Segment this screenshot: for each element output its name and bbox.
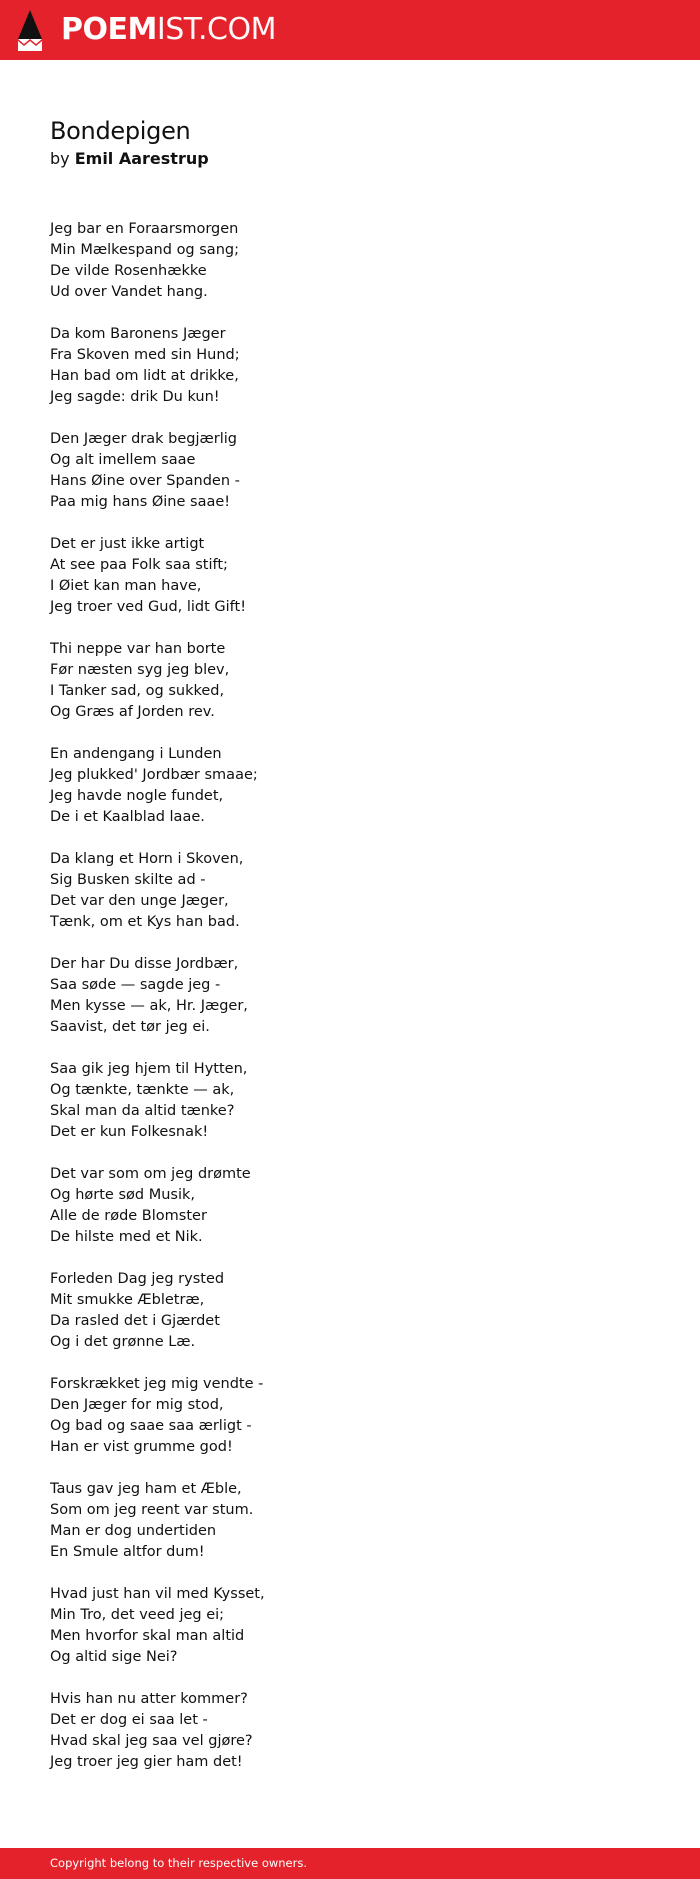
poem-line: Alle de røde Blomster: [50, 1208, 207, 1224]
poem-stanza: [50, 1689, 265, 1773]
poem-line: Tænk, om et Kys han bad.: [50, 914, 240, 930]
poem-line: Forskrækket jeg mig vendte -: [50, 1376, 264, 1392]
poem-line: Det er kun Folkesnak!: [50, 1124, 209, 1140]
poem-stanza: [50, 954, 265, 1038]
poem-line: Skal man da altid tænke?: [50, 1103, 235, 1119]
poem-line: Og altid sige Nei?: [50, 1649, 178, 1665]
poem-line: Hans Øine over Spanden -: [50, 473, 240, 489]
poem-stanza: [50, 324, 265, 408]
poem-line: Hvad skal jeg saa vel gjøre?: [50, 1733, 253, 1749]
poem-stanza: [50, 639, 265, 723]
poem-line: Men kysse — ak, Hr. Jæger,: [50, 998, 248, 1014]
poem-author[interactable]: Emil Aarestrup: [74, 149, 209, 168]
poem-line: Min Mælkespand og sang;: [50, 242, 239, 258]
poem-line: Fra Skoven med sin Hund;: [50, 347, 240, 363]
poem-line: Mit smukke Æbletræ,: [50, 1292, 205, 1308]
poem-line: Paa mig hans Øine saae!: [50, 494, 231, 510]
poem-stanza: [50, 744, 265, 828]
poem-line: Der har Du disse Jordbær,: [50, 956, 239, 972]
poem-stanza: [50, 1164, 265, 1248]
poem-line: I Øiet kan man have,: [50, 578, 202, 594]
poem-line: Men hvorfor skal man altid: [50, 1628, 245, 1644]
poem-stanza: [50, 849, 265, 933]
poem-line: Forleden Dag jeg rysted: [50, 1271, 225, 1287]
poem-line: Min Tro, det veed jeg ei;: [50, 1607, 225, 1623]
poem-line: De vilde Rosenhække: [50, 263, 207, 279]
poem-line: Ud over Vandet hang.: [50, 284, 208, 300]
logo-light-text: IST.COM: [156, 12, 276, 47]
poem-line: Før næsten syg jeg blev,: [50, 662, 230, 678]
poem-line: Han bad om lidt at drikke,: [50, 368, 239, 384]
poem-line: Hvad just han vil med Kysset,: [50, 1586, 265, 1602]
poem-line: Jeg troer jeg gier ham det!: [50, 1754, 243, 1770]
poem-line: At see paa Folk saa stift;: [50, 557, 228, 573]
poem-line: En Smule altfor dum!: [50, 1544, 205, 1560]
poem-line: Og tænkte, tænkte — ak,: [50, 1082, 235, 1098]
poem-body: [50, 219, 265, 1794]
poem-line: Man er dog undertiden: [50, 1523, 217, 1539]
poem-line: Det var den unge Jæger,: [50, 893, 229, 909]
poem-stanza: [50, 1584, 265, 1668]
poem-stanza: [50, 429, 265, 513]
pencil-icon[interactable]: [18, 10, 42, 51]
poem-line: Det er just ikke artigt: [50, 536, 205, 552]
poem-line: Saa søde — sagde jeg -: [50, 977, 221, 993]
poem-line: Han er vist grumme god!: [50, 1439, 233, 1455]
poem-line: Jeg troer ved Gud, lidt Gift!: [50, 599, 247, 615]
poem-line: Den Jæger drak begjærlig: [50, 431, 237, 447]
poem-stanza: [50, 1374, 265, 1458]
poem-line: En andengang i Lunden: [50, 746, 222, 762]
site-header: [0, 0, 700, 60]
poem-line: Saavist, det tør jeg ei.: [50, 1019, 210, 1035]
poem-line: Den Jæger for mig stod,: [50, 1397, 224, 1413]
logo-bold-text: POEM: [61, 12, 157, 47]
poem-line: Hvis han nu atter kommer?: [50, 1691, 248, 1707]
poem-line: Jeg sagde: drik Du kun!: [50, 389, 220, 405]
poem-line: De i et Kaalblad laae.: [50, 809, 205, 825]
copyright-text: Copyright belong to their respective owners.: [50, 1856, 308, 1870]
poem-line: Taus gav jeg ham et Æble,: [50, 1481, 242, 1497]
poem-line: Saa gik jeg hjem til Hytten,: [50, 1061, 248, 1077]
poem-line: Og alt imellem saae: [50, 452, 196, 468]
poem-line: Som om jeg reent var stum.: [50, 1502, 254, 1518]
poem-line: Jeg havde nogle fundet,: [50, 788, 224, 804]
poem-stanza: [50, 1269, 265, 1353]
poem-line: Og i det grønne Læ.: [50, 1334, 196, 1350]
poem-line: Sig Busken skilte ad -: [50, 872, 206, 888]
poem-line: Jeg bar en Foraarsmorgen: [50, 221, 239, 237]
site-logo[interactable]: [61, 10, 276, 50]
poem-line: Thi neppe var han borte: [50, 641, 226, 657]
poem-stanza: [50, 1479, 265, 1563]
poem-byline: [50, 148, 209, 170]
poem-line: Og Græs af Jorden rev.: [50, 704, 215, 720]
poem-line: Det er dog ei saa let -: [50, 1712, 208, 1728]
poem-line: Da klang et Horn i Skoven,: [50, 851, 244, 867]
poem-stanza: [50, 534, 265, 618]
poem-stanza: [50, 1059, 265, 1143]
poem-line: De hilste med et Nik.: [50, 1229, 203, 1245]
site-footer: [0, 1848, 700, 1879]
poem-title: Bondepigen: [50, 117, 191, 145]
poem-line: Det var som om jeg drømte: [50, 1166, 251, 1182]
byline-prefix: by: [50, 149, 70, 168]
poem-line: I Tanker sad, og sukked,: [50, 683, 225, 699]
poem-line: Da rasled det i Gjærdet: [50, 1313, 220, 1329]
poem-stanza: [50, 219, 265, 303]
poem-line: Og hørte sød Musik,: [50, 1187, 195, 1203]
poem-line: Og bad og saae saa ærligt -: [50, 1418, 252, 1434]
poem-line: Da kom Baronens Jæger: [50, 326, 226, 342]
poem-line: Jeg plukked' Jordbær smaae;: [50, 767, 258, 783]
